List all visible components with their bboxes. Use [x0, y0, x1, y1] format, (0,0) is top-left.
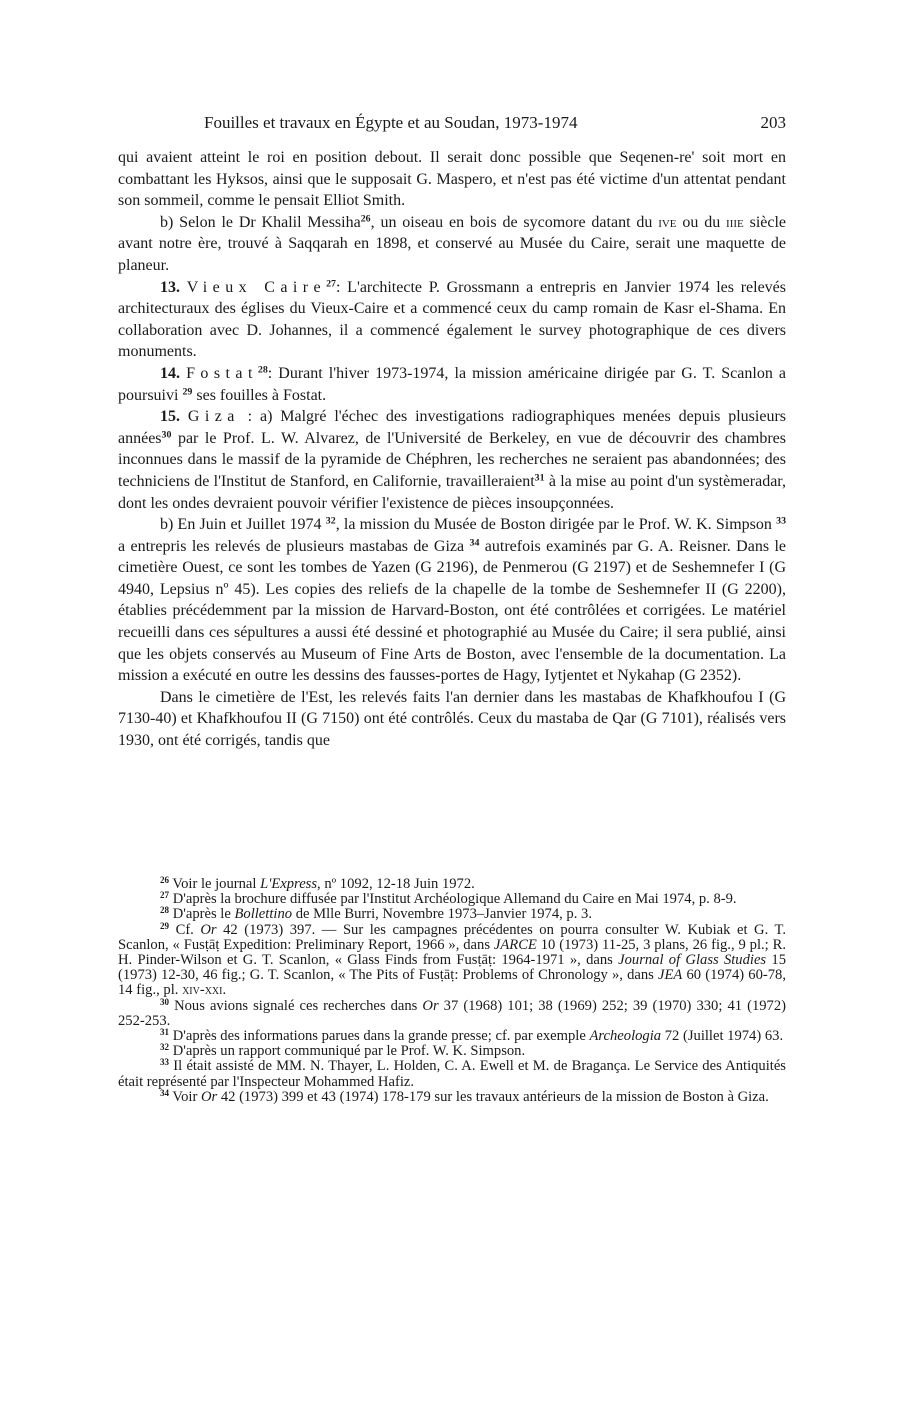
- section-place: Giza: [187, 408, 240, 426]
- text-run: , nº 1092, 12-18 Juin 1972.: [317, 876, 475, 892]
- italic-title: JARCE: [493, 936, 537, 953]
- text-run: 10 (1973) 11-25, 3 plans, 26 fig., 9 pl.; R. H. Pinder-Wilson et G. T. Scanlon, « Glass Finds from Fusṭāṭ: 1964-1971 », dans: [118, 936, 786, 969]
- roman-numeral: ive: [658, 213, 677, 231]
- italic-title: Bollettino: [234, 906, 293, 923]
- section-number: 13.: [160, 278, 180, 296]
- section-place: Fostat: [186, 364, 258, 382]
- running-header: [118, 113, 786, 137]
- footnote-number: 31: [160, 1027, 170, 1038]
- text-run: .: [222, 982, 227, 999]
- text-run: Cf.: [169, 921, 201, 938]
- text-run: : a) Malgré l'échec des investigations radiographiques menées depuis plusieurs années: [118, 408, 787, 447]
- footnote-26: [118, 877, 786, 892]
- text-run: 37 (1968) 101; 38 (1969) 252; 39 (1970) 330; 41 (1972) 252-253.: [118, 997, 786, 1029]
- footnote-number: 28: [160, 905, 170, 916]
- section-number: 15.: [160, 408, 180, 426]
- footnote-ref-27[interactable]: 27: [326, 278, 336, 290]
- italic-title: Or: [200, 1088, 218, 1105]
- text-run: à la mise au point d'un systèmeradar, dont les ondes devraient pouvoir vérifier l'existence de pièces insoupçonnées.: [118, 472, 786, 512]
- italic-title: Or: [200, 921, 217, 938]
- footnote-ref-32[interactable]: 32: [325, 515, 336, 527]
- text-run: , un oiseau en bois de sycomore datant du: [370, 213, 659, 231]
- text-run: de Mlle Burri, Novembre 1973–Janvier 1974, p. 3.: [292, 906, 592, 923]
- paragraph-east-cemetery: Dans le cimetière de l'Est, les relevés faits l'an dernier dans les mastabas de Khafkhoufou I (G 7130-40) et Khafkhoufou II (G 7150) ont été contrôlés. Ceux du mastaba de Qar (G 7101), réalisés vers 1930, ont été corrigés, tandis que: [118, 688, 786, 750]
- body-text: [118, 147, 786, 752]
- roman-numeral: xiv-xxi: [182, 982, 223, 999]
- text-run: Il était assisté de MM. N. Thayer, L. Holden, C. A. Ewell et M. de Bragança. Le Service des Antiquités était représenté par l'Inspecteur Mohammed Hafiz.: [118, 1058, 786, 1090]
- text-run: 42 (1973) 397. — Sur les campagnes précédentes on pourra consulter W. Kubiak et G. T. Scanlon, « Fusṭāṭ Expedition: Preliminary Report, 1966 », dans: [118, 921, 786, 953]
- footnote-34: [118, 1087, 786, 1105]
- footnote-ref-30[interactable]: 30: [161, 429, 172, 441]
- footnote-ref-33[interactable]: 33: [776, 515, 787, 527]
- text-run: 15 (1973) 12-30, 46 fig.; G. T. Scanlon, « The Pits of Fusṭāṭ: Problems of Chronology », dans: [118, 952, 786, 984]
- paragraph-continued: qui avaient atteint le roi en position debout. Il serait donc possible que Seqenen-re' soit mort en combattant les Hyksos, ainsi que le supposait G. Maspero, et n'est pas été victime d'un attentat pendant son sommeil, comme le pensait Elliot Smith.: [118, 149, 786, 210]
- text-run: autrefois examinés par G. A. Reisner. Dans le cimetière Ouest, ce sont les tombes de Yazen (G 2196), de Penmerou (G 2197) et de Seshemnefer I (G 4940, Lepsius nº 45). Les copies des reliefs de la chapelle de la tombe de Seshemnefer II (G 2200), établies précédemment par la mission de Harvard-Boston, ont été contrôlées et corrigées. Le matériel recueilli dans ces sépultures a aussi été dessiné et photographié au Musée du Caire; il sera publié, ainsi que les objets conservés au Museum of Fine Arts de Boston, avec l'ensemble de la documentation. La mission a exécuté en outre les dessins des fausses-portes de Hagy, Iytjentet et Nykahap (G 2352).: [118, 537, 787, 685]
- footnote-29: [118, 920, 786, 999]
- text-run: , la mission du Musée de Boston dirigée par le Prof. W. K. Simpson: [335, 516, 772, 534]
- text-run: D'après la brochure diffusée par l'Institut Archéologique Allemand du Caire en Mai 1974, p. 8-9.: [169, 891, 737, 908]
- section-number: 14.: [160, 364, 180, 382]
- footnote-number: 29: [160, 920, 170, 931]
- section-15: [118, 406, 786, 514]
- text-run: D'après le: [169, 906, 235, 923]
- text-run: 72 (Juillet 1974) 63.: [661, 1028, 784, 1045]
- footnotes: [118, 877, 786, 1105]
- footnote-number: 26: [160, 875, 170, 886]
- footnote-ref-29[interactable]: 29: [182, 386, 193, 398]
- text-run: b) Selon le Dr Khalil Messiha: [160, 213, 361, 231]
- text-run: D'après des informations parues dans la grande presse; cf. par exemple: [169, 1028, 590, 1045]
- footnote-number: 27: [160, 890, 170, 901]
- text-run: siècle avant notre ère, trouvé à Saqqarah en 1898, et conservé au Musée du Caire, serait une maquette de planeur.: [118, 213, 787, 274]
- running-title: Fouilles et travaux en Égypte et au Soudan, 1973-1974: [204, 113, 578, 132]
- text-run: b) En Juin et Juillet 1974: [160, 516, 322, 534]
- footnote-ref-28[interactable]: 28: [257, 364, 268, 376]
- footnote-31: [118, 1029, 786, 1044]
- text-run: 42 (1973) 399 et 43 (1974) 178-179 sur les travaux antérieurs de la mission de Boston à Giza.: [217, 1088, 769, 1105]
- text-run: Voir: [169, 1088, 201, 1105]
- footnote-33: [118, 1059, 786, 1089]
- footnote-28: [118, 907, 786, 922]
- text-run: Voir le journal: [169, 876, 261, 892]
- text-run: ou du: [676, 213, 727, 231]
- footnote-ref-31[interactable]: 31: [534, 472, 545, 484]
- text-run: par le Prof. L. W. Alvarez, de l'Université de Berkeley, en vue de découvrir des chambres inconnues dans le massif de la pyramide de Chéphren, les recherches ne seraient pas abandonnées; des techniciens de l'Institut de Stanford, en Californie, travailleraient: [118, 429, 786, 490]
- section-13: [118, 277, 786, 363]
- italic-title: Archeologia: [589, 1028, 662, 1045]
- footnote-30: [118, 996, 786, 1029]
- footnote-ref-26[interactable]: 26: [360, 213, 371, 225]
- section-15b: [118, 514, 786, 687]
- section-place: Vieux Caire: [186, 278, 327, 296]
- text-run: ses fouilles à Fostat.: [192, 386, 327, 404]
- text-run: D'après un rapport communiqué par le Prof. W. K. Simpson.: [169, 1043, 526, 1060]
- text-run: : Durant l'hiver 1973-1974, la mission américaine dirigée par G. T. Scanlon a poursuivi: [118, 364, 787, 404]
- italic-title: Or: [422, 997, 439, 1014]
- italic-title: L'Express: [260, 876, 318, 892]
- roman-numeral: iiie: [726, 213, 744, 231]
- text-run: a entrepris les relevés de plusieurs mastabas de Giza: [118, 537, 465, 555]
- footnote-number: 34: [160, 1087, 170, 1098]
- text-run: 60 (1974) 60-78, 14 fig., pl.: [118, 967, 786, 999]
- page-number: 203: [760, 113, 786, 132]
- paragraph-12b: [118, 212, 786, 277]
- footnote-number: 32: [160, 1042, 170, 1053]
- italic-title: JEA: [658, 967, 683, 984]
- footnote-number: 30: [160, 996, 170, 1007]
- footnote-number: 33: [160, 1057, 170, 1068]
- text-run: Nous avions signalé ces recherches dans: [169, 997, 423, 1014]
- section-14: [118, 363, 786, 406]
- italic-title: Journal of Glass Studies: [618, 952, 767, 969]
- text-run: : L'architecte P. Grossmann a entrepris en Janvier 1974 les relevés architecturaux des églises du Vieux-Caire et a commencé ceux du camp romain de Kasr el-Shama. En collaboration avec D. Johannes, il a commencé également le survey photographique de ces divers monuments.: [118, 278, 786, 361]
- footnote-ref-34[interactable]: 34: [469, 537, 480, 549]
